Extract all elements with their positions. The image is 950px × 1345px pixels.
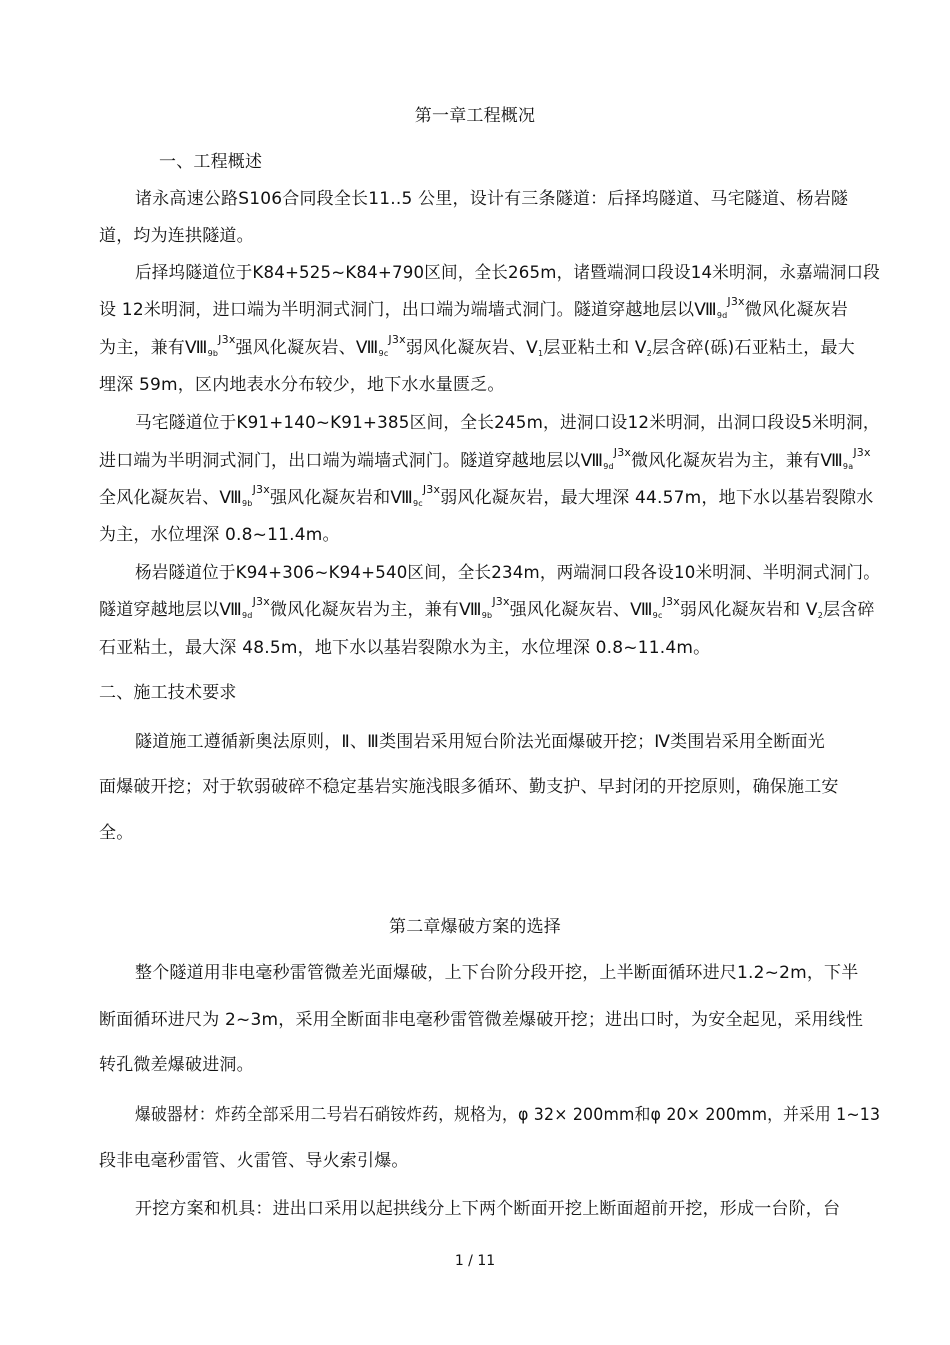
excavation-line-1: 开挖方案和机具：进出口采用以起拱线分上下两个断面开挖上断面超前开挖，形成一台阶，台 — [135, 1199, 841, 1219]
chapter1-title: 第一章工程概况 — [414, 106, 536, 126]
mazhai-line-4: 为主，水位埋深 0.8~11.4m。 — [99, 525, 340, 545]
intro-line-2: 道，均为连拱隧道。 — [99, 226, 254, 246]
yangyan-line-2: 隧道穿越地层以$Ⅷ9d^{J3x}$微风化凝灰岩为主，兼有$Ⅷ9b^{J3x}$强风化凝灰岩、$Ⅷ9c^{J3x}$弱风化凝灰岩和 V2层含碎 — [99, 595, 875, 620]
sec1-heading: 一、工程概述 — [159, 152, 263, 172]
chapter2-title: 第二章爆破方案的选择 — [389, 917, 561, 937]
materials-line-1: 爆破器材：炸药全部采用二号岩石硝铵炸药，规格为，φ 32× 200mm和φ 20× 200mm，并采用 1~13 — [135, 1105, 881, 1125]
sec2-heading: 二、施工技术要求 — [99, 683, 237, 703]
tech-line-2: 面爆破开挖；对于软弱破碎不稳定基岩实施浅眼多循环、勤支护、早封闭的开挖原则，确保施工安 — [99, 777, 839, 797]
plan-line-1: 整个隧道用非电毫秒雷管微差光面爆破，上下台阶分段开挖，上半断面循环进尺1.2~2m，下半 — [135, 963, 859, 983]
intro-line-1: 诸永高速公路S106合同段全长11..5 公里，设计有三条隧道：后择坞隧道、马宅隧道、杨岩隧 — [135, 189, 849, 209]
houzewu-line-2: 设 12米明洞，进口端为半明洞式洞门，出口端为端墙式洞门。隧道穿越地层以$Ⅷ9d^{J3x}$微风化凝灰岩 — [99, 295, 848, 320]
materials-line-2: 段非电毫秒雷管、火雷管、导火索引爆。 — [99, 1151, 409, 1171]
page-number: 1 / 11 — [454, 1253, 496, 1269]
plan-line-3: 转孔微差爆破进洞。 — [99, 1055, 254, 1075]
houzewu-line-3: 为主，兼有$Ⅷ9b^{J3x}$强风化凝灰岩、$Ⅷ9c^{J3x}$弱风化凝灰岩、V1层亚粘土和 V2层含碎(砾)石亚粘土，最大 — [99, 333, 855, 358]
houzewu-line-4: 埋深 59m，区内地表水分布较少，地下水水量匮乏。 — [99, 375, 505, 395]
tech-line-1: 隧道施工遵循新奥法原则，Ⅱ、Ⅲ类围岩采用短台阶法光面爆破开挖；Ⅳ类围岩采用全断面光 — [135, 732, 825, 752]
yangyan-line-1: 杨岩隧道位于K94+306~K94+540区间，全长234m，两端洞口段各设10米明洞、半明洞式洞门。 — [135, 563, 881, 583]
plan-line-2: 断面循环进尺为 2~3m，采用全断面非电毫秒雷管微差爆破开挖；进出口时，为安全起见，采用线性 — [99, 1010, 864, 1030]
yangyan-line-3: 石亚粘土，最大深 48.5m，地下水以基岩裂隙水为主，水位埋深 0.8~11.4m。 — [99, 638, 711, 658]
mazhai-line-2: 进口端为半明洞式洞门，出口端为端墙式洞门。隧道穿越地层以$Ⅷ9d^{J3x}$微风化凝灰岩为主，兼有$Ⅷ9a^{J3x}$ — [99, 446, 871, 471]
tech-line-3: 全。 — [99, 823, 134, 843]
houzewu-line-1: 后择坞隧道位于K84+525~K84+790区间，全长265m，诸暨端洞口段设14米明洞，永嘉端洞口段 — [135, 263, 881, 283]
mazhai-line-1: 马宅隧道位于K91+140~K91+385区间，全长245m，进洞口设12米明洞，出洞口段设5米明洞， — [135, 413, 880, 433]
mazhai-line-3: 全风化凝灰岩、$Ⅷ9b^{J3x}$强风化凝灰岩和$Ⅷ9c^{J3x}$弱风化凝灰岩，最大埋深 44.57m，地下水以基岩裂隙水 — [99, 483, 874, 508]
